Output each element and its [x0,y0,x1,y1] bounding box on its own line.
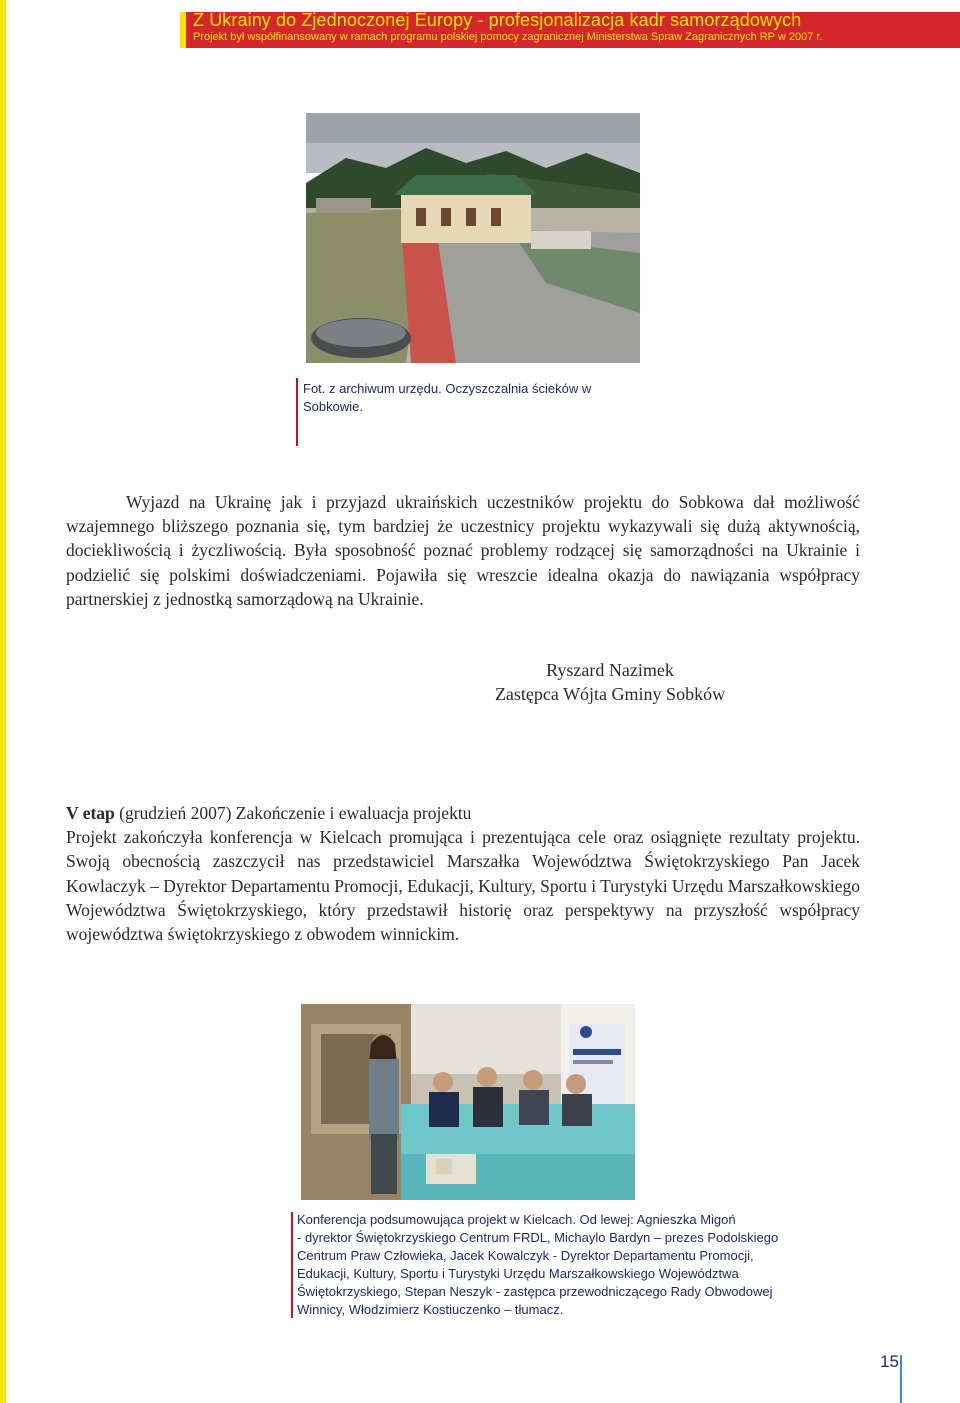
stage5-label: V etap [66,803,115,823]
photo1-caption-line1: Fot. z archiwum urzędu. Oczyszczalnia ścieków w [303,381,592,396]
photo2-caption [297,1211,857,1319]
left-accent-bar [0,0,6,1403]
photo1-caption-line2: Sobkowie. [303,399,363,414]
photo2-caption-line: Świętokrzyskiego, Stepan Neszyk - zastępca przewodniczącego Rady Obwodowej [297,1284,773,1299]
header-subtitle: Projekt był współfinansowany w ramach programu polskiej pomocy zagranicznej Ministerstwa Spraw Zagranicznych RP w 2007 r. [193,31,823,43]
paragraph-visit-ukraine [66,490,860,611]
photo2-caption-line: Konferencja podsumowująca projekt w Kielcach. Od lewej: Agnieszka Migoń [297,1212,736,1227]
stage5-heading [66,801,860,825]
photo2-caption-line: Centrum Praw Człowieka, Jacek Kowalczyk - Dyrektor Departamentu Promocji, [297,1248,754,1263]
photo2-caption-line: - dyrektor Świętokrzyskiego Centrum FRDL, Michaylo Bardyn – prezes Podolskiego [297,1230,779,1245]
stage5-body: Projekt zakończyła konferencja w Kielcach promująca i prezentująca cele oraz osiągnięte rezultaty projektu. Swoją obecnością zaszczycił nas przedstawiciel Marszałka Województwa Świętokrzyskiego Pan Jacek Kowlaczyk – Dyrektor Departamentu Promocji, Edukacji, Kultury, Sportu i Turystyki Urzędu Marszałkowskiego Województwa Świętokrzyskiego, który przedstawił historię oraz perspektywy na przyszłość współpracy województwa świętokrzyskiego z obwodem winnickim. [66,827,860,945]
signature-name: Ryszard Nazimek [546,660,674,680]
paragraph-visit-text: Wyjazd na Ukrainę jak i przyjazd ukraińskich uczestników projektu do Sobkowa dał możliwość wzajemnego bliższego poznania się, tym bardziej że uczestnicy projektu wykazywali się dużą aktywnością, dociekliwością i życzliwością. Była sposobność poznać problemy rodzącej się samorządności na Ukrainie i podzielić się polskimi doświadczeniami. Pojawiła się wreszcie idealna okazja do nawiązania współpracy partnerskiej z jednostką samorządową na Ukrainie. [66,492,860,609]
page-number-rule [900,1355,902,1403]
caption-rule-photo2 [291,1212,293,1318]
header-title: Z Ukrainy do Zjednoczonej Europy - profesjonalizacja kadr samorządowych [193,10,802,30]
stage5-heading-text: (grudzień 2007) Zakończenie i ewaluacja projektu [114,803,472,823]
page-number: 15 [880,1352,899,1371]
photo-treatment-plant [306,113,640,363]
stage5-section [66,801,860,946]
photo2-caption-line: Edukacji, Kultury, Sportu i Turystyki Urzędu Marszałkowskiego Województwa [297,1266,739,1281]
caption-rule-photo1 [296,378,298,446]
photo-conference [301,1004,635,1200]
photo2-caption-line: Winnicy, Włodzimierz Kostiuczenko – tłumacz. [297,1302,564,1317]
header-banner-stripe [180,12,186,48]
signature-role: Zastępca Wójta Gminy Sobków [494,684,726,704]
